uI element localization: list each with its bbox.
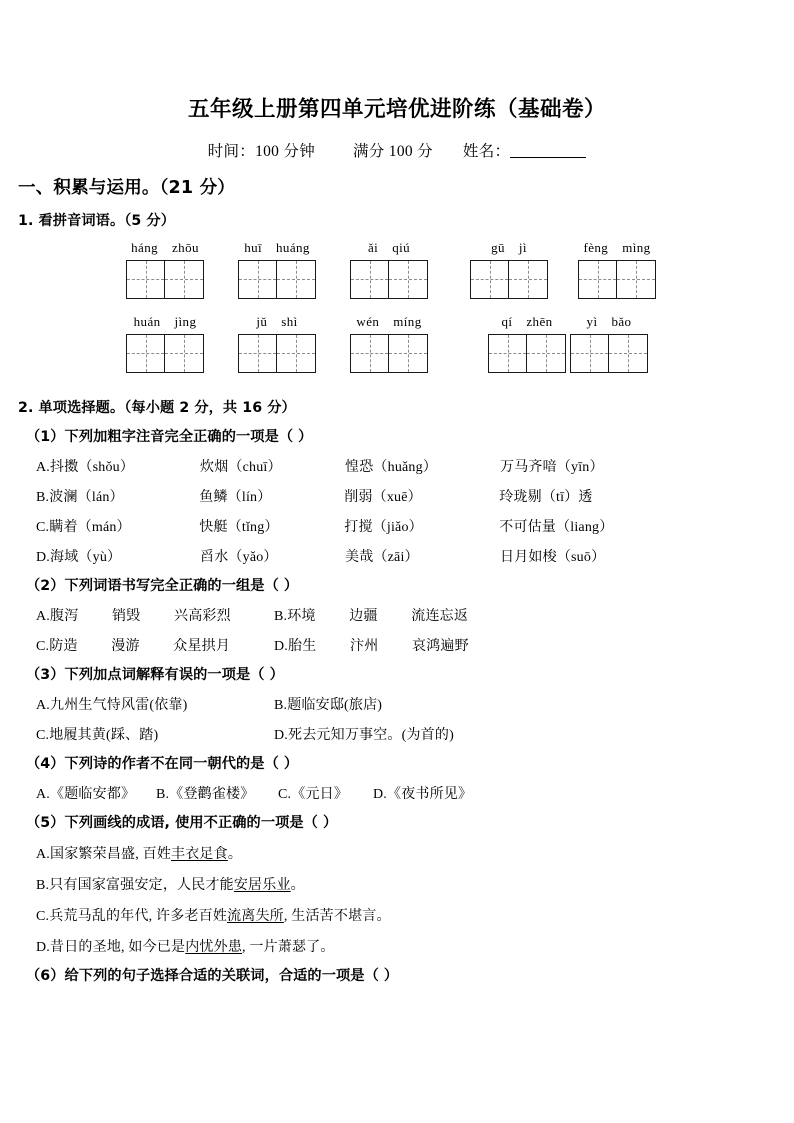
pinyin-grid[interactable] <box>350 260 428 299</box>
grid-cell[interactable] <box>470 260 509 299</box>
pinyin-grid[interactable] <box>488 334 566 373</box>
score-label: 满分 100 分 <box>353 142 433 160</box>
option-item: 胎生 <box>288 638 317 654</box>
option-item: 波澜（lán） <box>49 489 124 505</box>
underlined-idiom: 内忧外患 <box>185 939 243 955</box>
option-group[interactable] <box>36 694 274 714</box>
option-text: 死去元知万事空。(为首的) <box>288 727 454 743</box>
option-label: A. <box>36 846 51 862</box>
pinyin-grid[interactable] <box>126 260 204 299</box>
exam-meta <box>0 139 794 161</box>
page-title: 五年级上册第四单元培优进阶练（基础卷） <box>187 97 606 122</box>
grid-cell[interactable] <box>578 260 617 299</box>
option-item: 环境 <box>287 608 316 624</box>
grid-cell[interactable] <box>165 260 204 299</box>
option-label: C. <box>278 786 292 802</box>
grid-cell[interactable] <box>238 260 277 299</box>
option-row-C[interactable] <box>36 724 794 744</box>
option-item: 玲珑剔（tī）透 <box>499 489 593 505</box>
sub-question-1-stem: （1）下列加粗字注音完全正确的一项是（ ） <box>26 428 313 445</box>
pinyin-group-yibao <box>570 312 648 373</box>
pinyin-group-hangzhou <box>126 238 204 299</box>
option-item: 日月如梭（suō） <box>500 549 606 565</box>
grid-cell[interactable] <box>570 334 609 373</box>
option-item: 炊烟（chuī） <box>200 459 282 475</box>
option-row-A[interactable] <box>36 605 794 625</box>
option-item: 舀水（yǎo） <box>200 549 278 565</box>
grid-cell[interactable] <box>126 334 165 373</box>
option-item: 边疆 <box>349 608 378 624</box>
option-item: 惶恐（huǎng） <box>345 459 438 475</box>
grid-cell[interactable] <box>126 260 165 299</box>
option-item: 兴高彩烈 <box>174 608 231 624</box>
grid-cell[interactable] <box>389 334 428 373</box>
pinyin-group-guji <box>470 238 548 299</box>
question-1-heading: 1. 看拼音词语。（5 分） <box>18 212 175 229</box>
time-label: 时间：100 分钟 <box>207 142 315 160</box>
option-label: D. <box>36 549 51 565</box>
pinyin-label: jǔ shì <box>256 313 298 329</box>
option-label: C. <box>36 638 50 654</box>
option-item: 削弱（xuē） <box>344 489 422 505</box>
sub-question-3-stem: （3）下列加点词解释有误的一项是（ ） <box>26 666 284 683</box>
option-item: 腹泻 <box>50 608 79 624</box>
sentence-post: 。 <box>227 846 243 862</box>
option-text: 题临安邸(旅店) <box>287 697 383 713</box>
option-label: D. <box>274 727 289 743</box>
option-group[interactable] <box>36 783 156 803</box>
sentence-pre: 只有国家富强安定，人民才能 <box>49 877 234 893</box>
pinyin-group-huanjing <box>126 312 204 373</box>
pinyin-group-huihuang <box>238 238 316 299</box>
option-row-D[interactable] <box>36 936 794 956</box>
sentence-post: , 一片萧瑟了。 <box>242 939 335 955</box>
pinyin-row-1 <box>0 238 794 312</box>
option-item: 哀鸿遍野 <box>412 638 469 654</box>
sub-question-4-stem: （4）下列诗的作者不在同一朝代的是（ ） <box>26 755 299 772</box>
pinyin-group-fengming <box>578 238 656 299</box>
option-group[interactable] <box>36 605 274 625</box>
option-row-q4[interactable] <box>36 783 794 803</box>
pinyin-label: gū jì <box>491 239 527 255</box>
option-item: 不可估量（liang） <box>499 519 614 535</box>
option-label: D. <box>274 638 289 654</box>
option-label: C. <box>36 519 50 535</box>
pinyin-label: fèng mìng <box>583 239 651 255</box>
option-item: 万马齐喑（yīn） <box>500 459 604 475</box>
option-item: 快艇（tǐng） <box>199 519 279 535</box>
grid-cell[interactable] <box>527 334 566 373</box>
option-row-B[interactable] <box>36 486 794 506</box>
option-item: 销毁 <box>112 608 141 624</box>
sentence-pre: 兵荒马乱的年代, 许多老百姓 <box>49 908 228 924</box>
grid-cell[interactable] <box>277 260 316 299</box>
sentence-post: 。 <box>290 877 305 893</box>
pinyin-group-jushi <box>238 312 316 373</box>
grid-cell[interactable] <box>609 334 648 373</box>
pinyin-grid[interactable] <box>470 260 548 299</box>
pinyin-grid[interactable] <box>570 334 648 373</box>
grid-cell[interactable] <box>617 260 656 299</box>
option-text: 《登鹳雀楼》 <box>169 786 255 802</box>
option-label: D. <box>36 939 51 955</box>
pinyin-label: wén míng <box>356 313 422 329</box>
pinyin-label: qí zhēn <box>501 313 553 329</box>
pinyin-label: huī huáng <box>244 239 310 255</box>
sentence-post: , 生活苦不堪言。 <box>283 908 391 924</box>
option-item: 抖擞（shǒu） <box>50 459 135 475</box>
option-item: 海域（yù） <box>50 549 122 565</box>
option-row-D[interactable] <box>36 546 794 566</box>
option-item: 汴州 <box>350 638 379 654</box>
pinyin-label: háng zhōu <box>131 239 199 255</box>
underlined-idiom: 丰衣足食 <box>171 846 228 862</box>
pinyin-grid[interactable] <box>578 260 656 299</box>
grid-cell[interactable] <box>509 260 548 299</box>
option-label: A. <box>36 786 51 802</box>
underlined-idiom: 安居乐业 <box>233 877 291 893</box>
option-item: 瞒着（mán） <box>49 519 131 535</box>
sentence-pre: 昔日的圣地, 如今已是 <box>50 939 186 955</box>
option-row-C[interactable] <box>36 905 794 925</box>
option-text: 地履其黄(踩、踏) <box>49 727 159 743</box>
option-group[interactable] <box>36 724 274 744</box>
grid-cell[interactable] <box>350 334 389 373</box>
question-2-heading: 2. 单项选择题。（每小题 2 分，共 16 分） <box>18 399 296 416</box>
pinyin-label: yì bǎo <box>586 313 632 329</box>
pinyin-group-aiqiu <box>350 238 428 299</box>
option-item: 漫游 <box>111 638 140 654</box>
pinyin-grid[interactable] <box>238 334 316 373</box>
option-item: 防造 <box>49 638 78 654</box>
underlined-idiom: 流离失所 <box>227 908 284 924</box>
name-label: 姓名： <box>462 142 511 160</box>
option-text: 《夜书所见》 <box>387 786 473 802</box>
option-row-B[interactable] <box>36 874 794 894</box>
option-row-A[interactable] <box>36 456 794 476</box>
pinyin-grid[interactable] <box>350 334 428 373</box>
option-label: B. <box>274 697 288 713</box>
sub-question-2-stem: （2）下列词语书写完全正确的一组是（ ） <box>26 577 299 594</box>
option-label: A. <box>36 459 51 475</box>
option-label: B. <box>156 786 170 802</box>
option-item: 美哉（zāi） <box>345 549 419 565</box>
sub-question-5-stem: （5）下列画线的成语, 使用不正确的一项是（ ） <box>26 814 338 831</box>
name-blank-line[interactable] <box>510 144 586 158</box>
option-label: B. <box>36 877 50 893</box>
option-label: C. <box>36 727 50 743</box>
pinyin-group-qizhen <box>488 312 566 373</box>
option-item: 众星拱月 <box>173 638 231 654</box>
option-text: 《元日》 <box>291 786 349 802</box>
option-group[interactable] <box>156 783 278 803</box>
option-item: 打搅（jiǎo） <box>344 519 423 535</box>
grid-cell[interactable] <box>350 260 389 299</box>
grid-cell[interactable] <box>389 260 428 299</box>
option-text: 《题临安都》 <box>50 786 136 802</box>
option-item: 流连忘返 <box>411 608 469 624</box>
option-label: B. <box>36 489 50 505</box>
pinyin-group-wenming <box>350 312 428 373</box>
option-label: A. <box>36 608 51 624</box>
sub-question-6-stem: （6）给下列的句子选择合适的关联词，合适的一项是（ ） <box>26 967 399 984</box>
pinyin-grid[interactable] <box>126 334 204 373</box>
pinyin-row-2 <box>0 312 794 386</box>
section-heading-1: 一、积累与运用。（21 分） <box>18 177 235 198</box>
option-group[interactable] <box>36 635 274 655</box>
option-label: B. <box>274 608 288 624</box>
pinyin-writing-block <box>0 238 794 386</box>
option-row-C[interactable] <box>36 635 794 655</box>
option-label: A. <box>36 697 51 713</box>
option-item: 鱼鳞（lín） <box>199 489 272 505</box>
option-row-C[interactable] <box>36 516 794 536</box>
grid-cell[interactable] <box>488 334 527 373</box>
grid-cell[interactable] <box>165 334 204 373</box>
option-group[interactable] <box>373 787 472 802</box>
pinyin-grid[interactable] <box>238 260 316 299</box>
option-text: 九州生气恃风雷(依靠) <box>50 697 188 713</box>
pinyin-label: ǎi qiú <box>368 239 410 255</box>
option-group[interactable] <box>278 783 373 803</box>
sentence-pre: 国家繁荣昌盛, 百姓 <box>50 846 172 862</box>
option-row-A[interactable] <box>36 694 794 714</box>
grid-cell[interactable] <box>238 334 277 373</box>
option-row-A[interactable] <box>36 843 794 863</box>
option-label: D. <box>373 786 388 802</box>
pinyin-label: huán jìng <box>133 313 197 329</box>
option-label: C. <box>36 908 50 924</box>
grid-cell[interactable] <box>277 334 316 373</box>
